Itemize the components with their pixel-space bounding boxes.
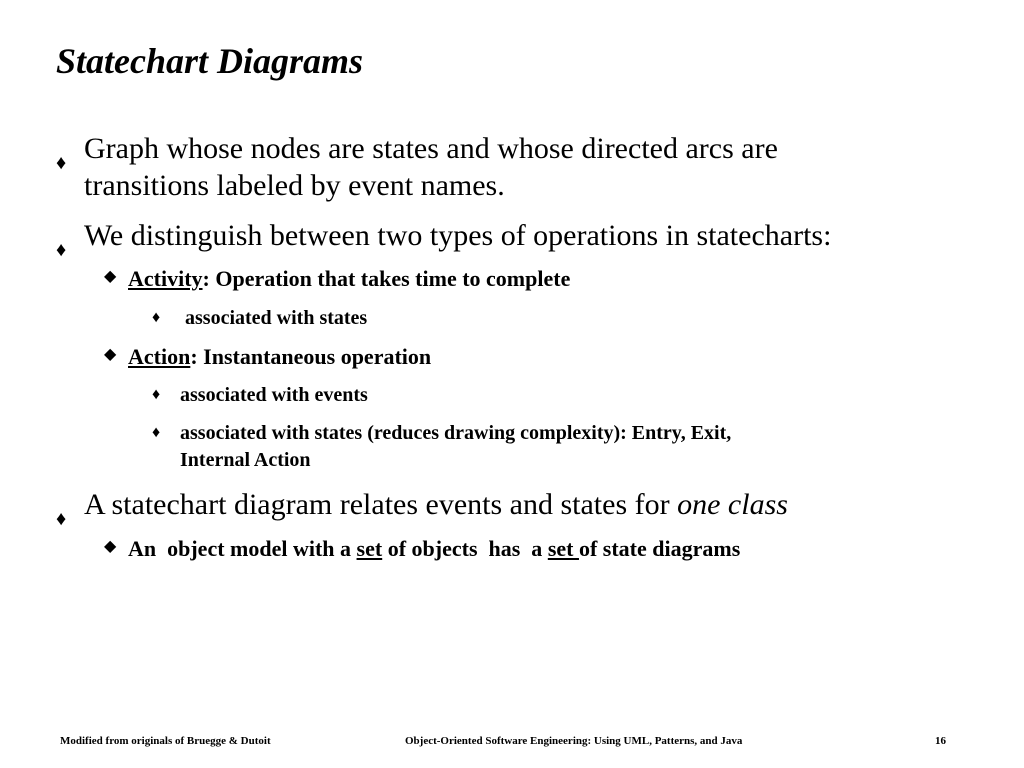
bullet-text: associated with states bbox=[180, 307, 368, 329]
bullet-text: associated with events bbox=[180, 384, 368, 406]
footer-attribution: Modified from originals of Bruegge & Dutoit bbox=[60, 735, 271, 747]
activity-term: Activity bbox=[128, 266, 203, 291]
object-model-text-2: of objects has a bbox=[382, 536, 548, 561]
filled-diamond-bullet-icon: ◆ bbox=[104, 268, 117, 285]
diamond-bullet-icon: ♦ bbox=[56, 508, 67, 530]
diamond-bullet-icon: ♦ bbox=[56, 152, 67, 174]
bullet-text-continued: transitions labeled by event names. bbox=[84, 169, 505, 202]
diamond-bullet-icon: ♦ bbox=[152, 424, 161, 441]
filled-diamond-bullet-icon: ◆ bbox=[104, 538, 117, 555]
activity-description: : Operation that takes time to complete bbox=[202, 266, 571, 291]
footer-book-title: Object-Oriented Software Engineering: Using UML, Patterns, and Java bbox=[405, 735, 743, 747]
filled-diamond-bullet-icon: ◆ bbox=[104, 346, 117, 363]
one-class-emphasis: one class bbox=[677, 488, 788, 521]
object-model-text: An object model with a bbox=[128, 536, 357, 561]
bullet-text: We distinguish between two types of operations in statecharts: bbox=[84, 219, 832, 252]
set-term-1: set bbox=[356, 536, 383, 561]
bullet-text-continued: Internal Action bbox=[180, 449, 311, 471]
set-term-2: set bbox=[547, 536, 579, 561]
bullet-text: Graph whose nodes are states and whose directed arcs are bbox=[84, 132, 778, 165]
bullet-text: associated with states (reduces drawing complexity): Entry, Exit, bbox=[180, 422, 732, 444]
diamond-bullet-icon: ♦ bbox=[152, 309, 161, 326]
object-model-text-3: of state diagrams bbox=[578, 536, 741, 561]
slide-title: Statechart Diagrams bbox=[56, 41, 364, 81]
diamond-bullet-icon: ♦ bbox=[152, 386, 161, 403]
action-description: : Instantaneous operation bbox=[190, 344, 432, 369]
footer-page-number: 16 bbox=[935, 735, 946, 747]
diamond-bullet-icon: ♦ bbox=[56, 239, 67, 261]
bullet-text: A statechart diagram relates events and states for bbox=[84, 488, 678, 521]
action-term: Action bbox=[128, 344, 191, 369]
